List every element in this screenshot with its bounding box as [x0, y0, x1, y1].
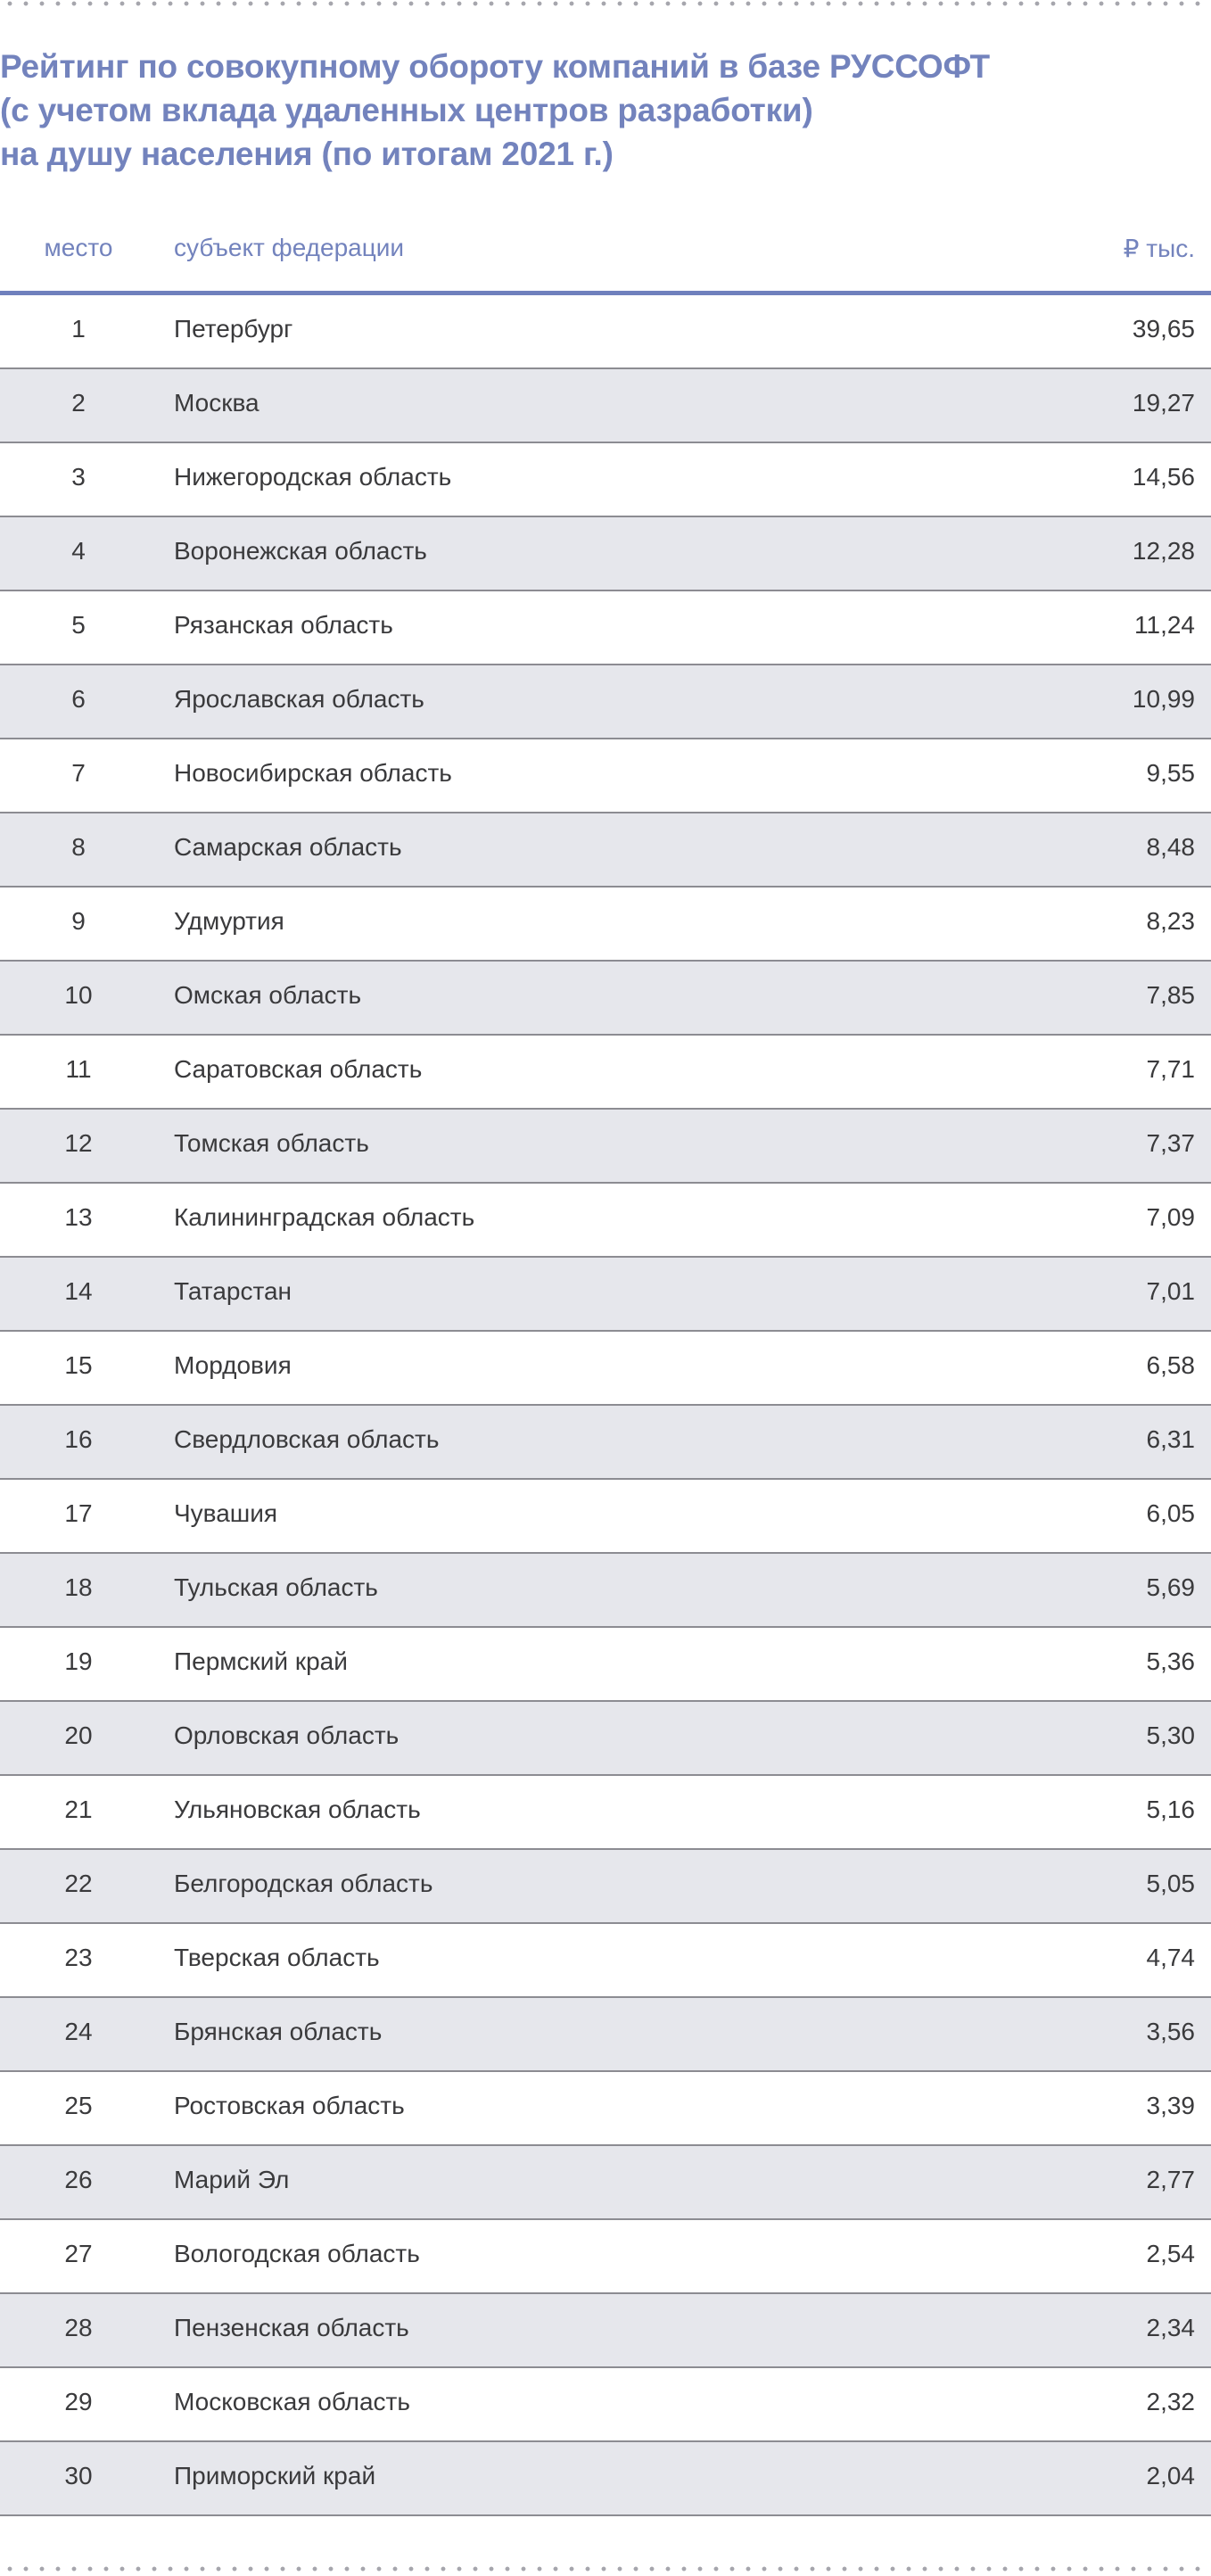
row-region: Москва — [174, 389, 260, 417]
table-row — [0, 1554, 1211, 1628]
table-row — [0, 813, 1211, 888]
table-row — [0, 1776, 1211, 1850]
row-region: Приморский край — [174, 2462, 376, 2489]
row-value: 7,37 — [1146, 1129, 1195, 1157]
table-row — [0, 2146, 1211, 2220]
row-region: Пензенская область — [174, 2314, 409, 2341]
row-rank: 5 — [71, 611, 86, 639]
title-line-1: Рейтинг по совокупному обороту компаний в базе РУССОФТ — [0, 48, 990, 85]
table-row — [0, 369, 1211, 443]
table-row — [0, 1924, 1211, 1998]
table-row — [0, 1850, 1211, 1924]
row-rank: 24 — [64, 2018, 93, 2045]
table-row — [0, 591, 1211, 665]
row-region: Пермский край — [174, 1647, 348, 1675]
row-region: Ярославская область — [174, 685, 424, 713]
row-value: 2,04 — [1146, 2462, 1195, 2489]
page-title — [0, 45, 1159, 176]
row-rank: 8 — [71, 833, 86, 861]
table-row — [0, 888, 1211, 962]
row-region: Татарстан — [174, 1277, 292, 1305]
row-rank: 27 — [64, 2240, 93, 2267]
row-rank: 17 — [64, 1499, 93, 1527]
row-rank: 11 — [65, 1055, 92, 1083]
title-line-2: (с учетом вклада удаленных центров разработки) — [0, 92, 813, 128]
row-value: 2,34 — [1146, 2314, 1195, 2341]
row-region: Ростовская область — [174, 2092, 405, 2119]
table-row — [0, 1110, 1211, 1184]
row-region: Московская область — [174, 2388, 410, 2415]
row-region: Ульяновская область — [174, 1796, 421, 1823]
row-region: Нижегородская область — [174, 463, 452, 491]
row-rank: 2 — [71, 389, 86, 417]
row-value: 2,32 — [1146, 2388, 1195, 2415]
header-rank: место — [44, 234, 113, 261]
row-value: 5,05 — [1146, 1870, 1195, 1897]
row-value: 12,28 — [1132, 537, 1195, 565]
row-value: 8,48 — [1146, 833, 1195, 861]
row-region: Брянская область — [174, 2018, 383, 2045]
row-value: 7,01 — [1146, 1277, 1195, 1305]
table-row — [0, 2220, 1211, 2294]
row-rank: 15 — [64, 1351, 93, 1379]
row-value: 2,77 — [1146, 2166, 1195, 2193]
row-rank: 19 — [64, 1647, 93, 1675]
row-value: 4,74 — [1146, 1944, 1195, 1971]
row-rank: 18 — [64, 1573, 93, 1601]
row-rank: 16 — [64, 1425, 93, 1453]
row-region: Омская область — [174, 981, 362, 1009]
table-row — [0, 2442, 1211, 2516]
table-row — [0, 1332, 1211, 1406]
row-value: 7,71 — [1146, 1055, 1195, 1083]
table-row — [0, 2072, 1211, 2146]
row-rank: 13 — [64, 1203, 93, 1231]
bottom-dotted-divider — [0, 2565, 1211, 2572]
row-region: Чувашия — [174, 1499, 278, 1527]
row-value: 5,16 — [1146, 1796, 1195, 1823]
row-region: Петербург — [174, 315, 293, 343]
header-value: ₽ тыс. — [1123, 235, 1195, 262]
row-rank: 28 — [64, 2314, 93, 2341]
table-row — [0, 665, 1211, 739]
table-row — [0, 1258, 1211, 1332]
table-row — [0, 1480, 1211, 1554]
table-row — [0, 1184, 1211, 1258]
row-region: Саратовская область — [174, 1055, 423, 1083]
row-rank: 20 — [64, 1721, 93, 1749]
row-value: 10,99 — [1132, 685, 1195, 713]
row-region: Калининградская область — [174, 1203, 475, 1231]
row-region: Вологодская область — [174, 2240, 420, 2267]
row-region: Новосибирская область — [174, 759, 452, 787]
row-value: 9,55 — [1146, 759, 1195, 787]
row-value: 6,58 — [1146, 1351, 1195, 1379]
row-region: Самарская область — [174, 833, 402, 861]
row-value: 7,85 — [1146, 981, 1195, 1009]
table-row — [0, 295, 1211, 369]
table-row — [0, 1998, 1211, 2072]
row-value: 6,05 — [1146, 1499, 1195, 1527]
row-value: 11,24 — [1134, 611, 1195, 639]
row-value: 6,31 — [1146, 1425, 1195, 1453]
row-rank: 29 — [64, 2388, 93, 2415]
table-row — [0, 739, 1211, 813]
row-rank: 7 — [71, 759, 86, 787]
title-line-3: на душу населения (по итогам 2021 г.) — [0, 136, 614, 172]
row-value: 7,09 — [1146, 1203, 1195, 1231]
table-row — [0, 1628, 1211, 1702]
row-region: Рязанская область — [174, 611, 393, 639]
row-value: 14,56 — [1132, 463, 1195, 491]
row-rank: 22 — [64, 1870, 93, 1897]
row-value: 5,36 — [1146, 1647, 1195, 1675]
table-row — [0, 517, 1211, 591]
row-region: Тверская область — [174, 1944, 380, 1971]
table-row — [0, 2368, 1211, 2442]
row-value: 3,39 — [1146, 2092, 1195, 2119]
row-value: 19,27 — [1132, 389, 1195, 417]
row-region: Белгородская область — [174, 1870, 433, 1897]
row-value: 5,30 — [1146, 1721, 1195, 1749]
row-value: 3,56 — [1146, 2018, 1195, 2045]
row-rank: 6 — [71, 685, 86, 713]
header-region: субъект федерации — [174, 234, 405, 261]
row-region: Тульская область — [174, 1573, 378, 1601]
table-row — [0, 1702, 1211, 1776]
table-row — [0, 1406, 1211, 1480]
row-rank: 21 — [64, 1796, 93, 1823]
row-region: Томская область — [174, 1129, 369, 1157]
row-rank: 9 — [71, 907, 86, 935]
ranking-table — [0, 216, 1211, 2516]
row-rank: 30 — [64, 2462, 93, 2489]
row-region: Воронежская область — [174, 537, 427, 565]
row-rank: 3 — [71, 463, 86, 491]
row-rank: 26 — [64, 2166, 93, 2193]
row-region: Орловская область — [174, 1721, 400, 1749]
table-row — [0, 2294, 1211, 2368]
table-row — [0, 962, 1211, 1036]
top-dotted-divider — [0, 0, 1211, 7]
row-rank: 14 — [64, 1277, 93, 1305]
table-header — [0, 216, 1211, 295]
row-region: Марий Эл — [174, 2166, 290, 2193]
row-rank: 4 — [71, 537, 86, 565]
row-value: 5,69 — [1146, 1573, 1195, 1601]
row-value: 39,65 — [1132, 315, 1195, 343]
row-region: Мордовия — [174, 1351, 292, 1379]
row-region: Свердловская область — [174, 1425, 440, 1453]
row-rank: 25 — [64, 2092, 93, 2119]
row-rank: 23 — [64, 1944, 93, 1971]
row-rank: 10 — [64, 981, 93, 1009]
row-region: Удмуртия — [174, 907, 284, 935]
row-value: 8,23 — [1146, 907, 1195, 935]
row-rank: 1 — [71, 315, 86, 343]
table-row — [0, 1036, 1211, 1110]
row-value: 2,54 — [1146, 2240, 1195, 2267]
table-row — [0, 443, 1211, 517]
row-rank: 12 — [64, 1129, 93, 1157]
